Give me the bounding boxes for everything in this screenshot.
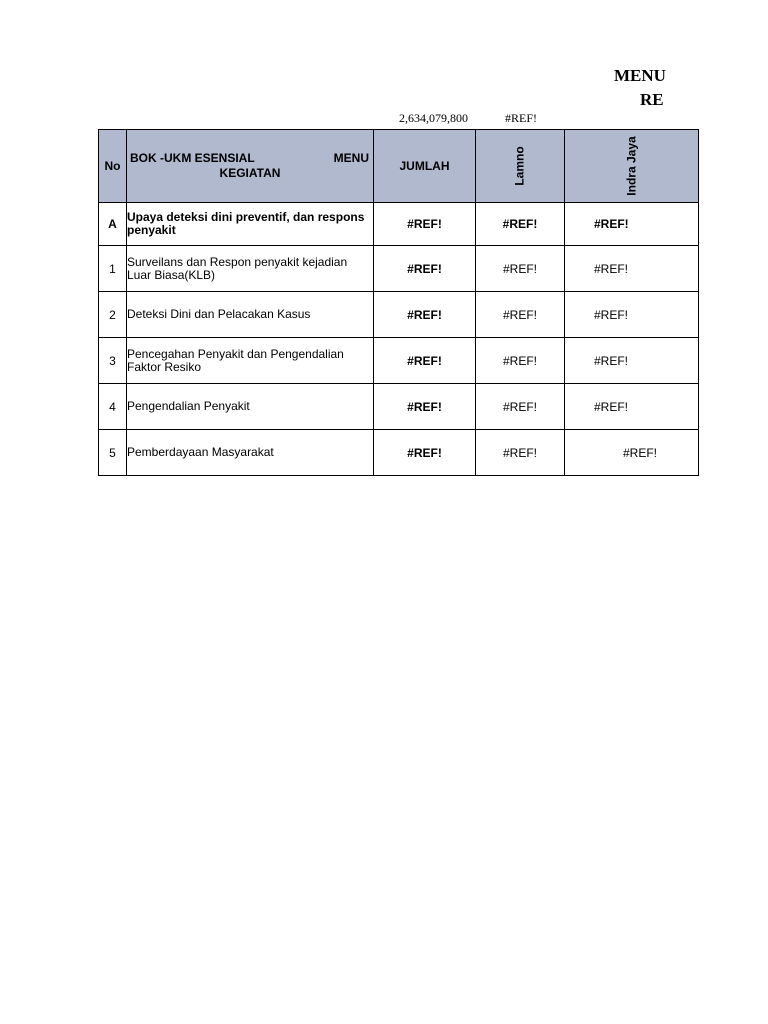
row-no: A (99, 203, 127, 246)
document-title-line1: MENU (614, 66, 666, 85)
row-indra-jaya: #REF! (565, 430, 699, 476)
header-menu-left: BOK -UKM ESENSIAL (130, 151, 255, 165)
row-lamno: #REF! (476, 430, 565, 476)
header-lamno-label: Lamno (513, 146, 527, 186)
document-title-line2: RE (640, 90, 664, 109)
row-menu-text: Upaya deteksi dini preventif, dan respons penyakit (127, 210, 365, 237)
row-menu (127, 203, 374, 246)
table-row (99, 246, 699, 292)
row-menu: Pemberdayaan Masyarakat (127, 430, 374, 476)
table-row (99, 203, 699, 246)
row-indra-jaya: #REF! (565, 203, 699, 246)
row-menu: Pengendalian Penyakit (127, 384, 374, 430)
row-menu: Pencegahan Penyakit dan Pengendalian Faktor Resiko (127, 338, 374, 384)
header-menu-kegiatan (127, 130, 374, 203)
row-lamno: #REF! (476, 338, 565, 384)
menu-kegiatan-table (98, 129, 699, 476)
row-indra-jaya: #REF! (565, 338, 699, 384)
row-menu: Deteksi Dini dan Pelacakan Kasus (127, 292, 374, 338)
row-lamno: #REF! (476, 203, 565, 246)
row-jumlah: #REF! (374, 430, 476, 476)
header-menu-right: MENU (333, 151, 369, 165)
row-no: 5 (99, 430, 127, 476)
row-jumlah: #REF! (374, 292, 476, 338)
row-indra-jaya: #REF! (565, 246, 699, 292)
row-no: 1 (99, 246, 127, 292)
row-no: 3 (99, 338, 127, 384)
header-no: No (99, 130, 127, 203)
row-lamno: #REF! (476, 246, 565, 292)
row-jumlah: #REF! (374, 384, 476, 430)
total-value: 2,634,079,800 (399, 111, 468, 125)
table-row (99, 292, 699, 338)
header-lamno (476, 130, 565, 203)
row-jumlah: #REF! (374, 338, 476, 384)
row-no: 2 (99, 292, 127, 338)
table-row (99, 384, 699, 430)
row-no: 4 (99, 384, 127, 430)
header-indra-jaya (565, 130, 699, 203)
row-lamno: #REF! (476, 384, 565, 430)
row-indra-jaya: #REF! (565, 384, 699, 430)
row-lamno: #REF! (476, 292, 565, 338)
header-indra-jaya-label: Indra Jaya (624, 136, 639, 196)
table-header-row (99, 130, 699, 203)
header-jumlah: JUMLAH (374, 130, 476, 203)
total-ref: #REF! (505, 111, 538, 125)
header-menu-center: KEGIATAN (219, 166, 281, 180)
table-row (99, 430, 699, 476)
row-menu: Surveilans dan Respon penyakit kejadian Luar Biasa(KLB) (127, 246, 374, 292)
row-jumlah: #REF! (374, 203, 476, 246)
row-indra-jaya: #REF! (565, 292, 699, 338)
table-row (99, 338, 699, 384)
row-jumlah: #REF! (374, 246, 476, 292)
